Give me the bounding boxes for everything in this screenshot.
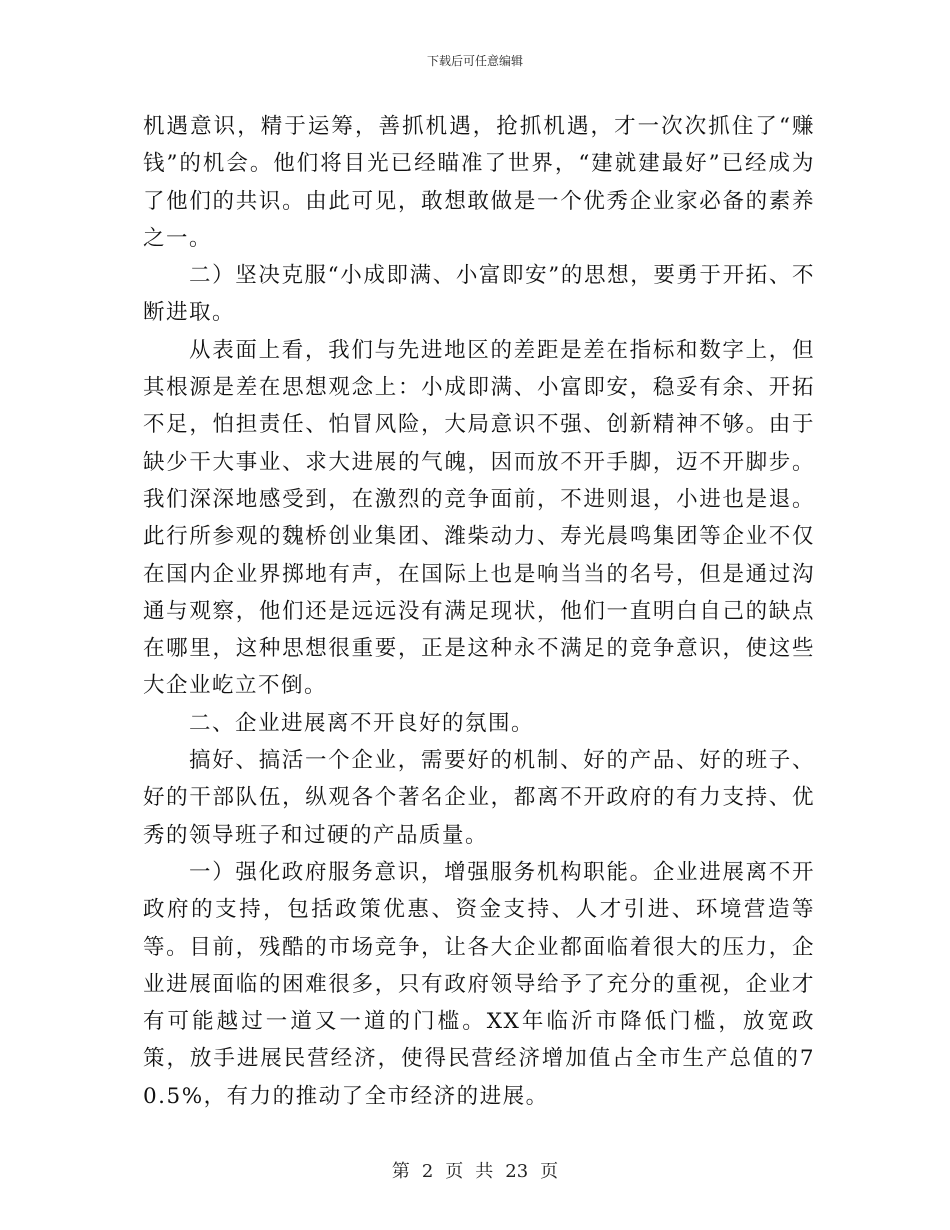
paragraph: 从表面上看，我们与先进地区的差距是差在指标和数字上，但其根源是差在思想观念上：小成即满、小富即安，稳妥有余、开拓不足，怕担责任、怕冒风险，大局意识不强、创新精神不够。由于缺少干大事业、求大进展的气魄，因而放不开手脚，迈不开脚步。我们深深地感受到，在激烈的竞争面前，不进则退，小进也是退。此行所参观的魏桥创业集团、潍柴动力、寿光晨鸣集团等企业不仅在国内企业界掷地有声，在国际上也是响当当的名号，但是通过沟通与观察，他们还是远远没有满足现状，他们一直明白自己的缺点在哪里，这种思想很重要，正是这种永不满足的竞争意识，使这些大企业屹立不倒。 bbox=[143, 337, 815, 699]
header-text: 下载后可任意编辑 bbox=[426, 54, 523, 68]
page-header bbox=[0, 52, 950, 69]
paragraph: 搞好、搞活一个企业，需要好的机制、好的产品、好的班子、好的干部队伍，纵观各个著名企业，都离不开政府的有力支持、优秀的领导班子和过硬的产品质量。 bbox=[143, 748, 815, 848]
page-label-mid: 页 bbox=[445, 1161, 464, 1182]
page-label-suffix: 页 bbox=[540, 1161, 559, 1182]
total-label: 共 bbox=[475, 1161, 494, 1182]
document-body bbox=[143, 108, 815, 1115]
page-label-prefix: 第 bbox=[391, 1161, 410, 1182]
paragraph: 一）强化政府服务意识，增强服务机构职能。企业进展离不开政府的支持，包括政策优惠、资金支持、人才引进、环境营造等等。目前，残酷的市场竞争，让各大企业都面临着很大的压力，企业进展面临的困难很多，只有政府领导给予了充分的重视，企业才有可能越过一道又一道的门槛。XX年临沂市降低门槛，放宽政策，放手进展民营经济，使得民营经济增加值占全市生产总值的70.5%，有力的推动了全市经济的进展。 bbox=[143, 859, 815, 1109]
page-footer bbox=[0, 1157, 950, 1183]
paragraph: 二）坚决克服“小成即满、小富即安”的思想，要勇于开拓、不断进取。 bbox=[143, 263, 815, 326]
total-pages-number: 23 bbox=[505, 1161, 529, 1182]
current-page-number: 2 bbox=[421, 1161, 434, 1182]
paragraph: 二、企业进展离不开良好的氛围。 bbox=[189, 710, 535, 736]
paragraph: 机遇意识，精于运筹，善抓机遇，抢抓机遇，才一次次抓住了“赚钱”的机会。他们将目光已经瞄准了世界，“建就建最好”已经成为了他们的共识。由此可见，敢想敢做是一个优秀企业家必备的素养之一。 bbox=[143, 114, 815, 251]
